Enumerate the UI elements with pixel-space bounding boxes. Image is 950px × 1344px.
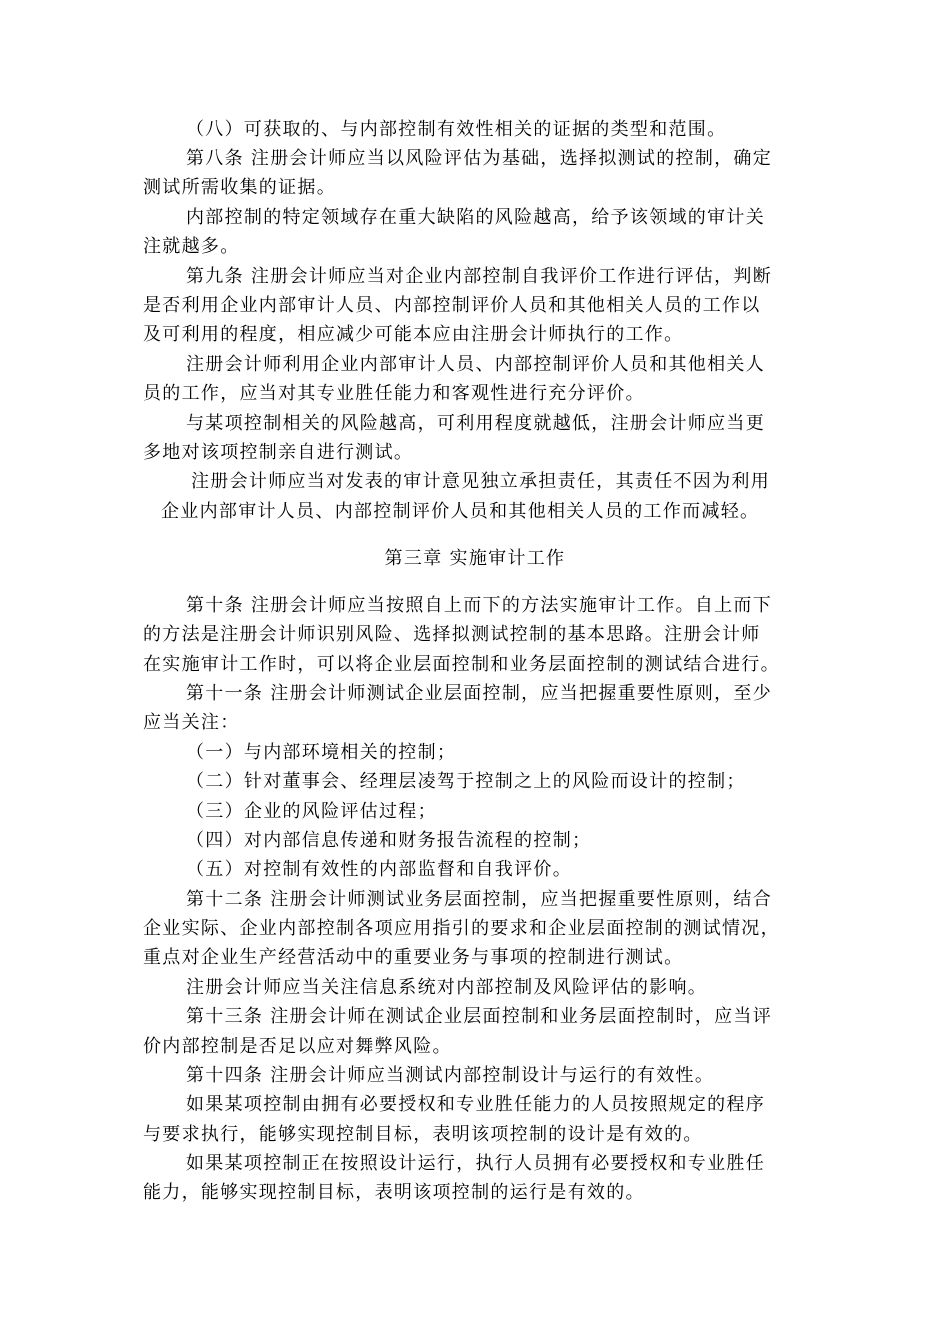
list-item: （三）企业的风险评估过程； — [186, 801, 437, 822]
text-line: 与某项控制相关的风险越高，可利用程度就越低，注册会计师应当更 — [186, 413, 765, 434]
list-item: （四）对内部信息传递和财务报告流程的控制； — [186, 830, 592, 851]
text-line: 第十条 注册会计师应当按照自上而下的方法实施审计工作。自上而下 — [186, 595, 773, 616]
text-line: 测试所需收集的证据。 — [143, 177, 336, 198]
text-line: 注册会计师应当关注信息系统对内部控制及风险评估的影响。 — [186, 977, 708, 998]
text-line: 内部控制的特定领域存在重大缺陷的风险越高，给予该领域的审计关 — [186, 207, 765, 228]
text-line: 企业实际、企业内部控制各项应用指引的要求和企业层面控制的测试情况， — [143, 918, 780, 939]
text-line: 第八条 注册会计师应当以风险评估为基础，选择拟测试的控制，确定 — [186, 148, 773, 169]
text-line: 价内部控制是否足以应对舞弊风险。 — [143, 1036, 452, 1057]
text-line: 注就越多。 — [143, 236, 240, 257]
text-line: （八）可获取的、与内部控制有效性相关的证据的类型和范围。 — [186, 119, 727, 140]
text-line: 第十三条 注册会计师在测试企业层面控制和业务层面控制时，应当评 — [186, 1006, 773, 1027]
text-line: 企业内部审计人员、内部控制评价人员和其他相关人员的工作而减轻。 — [161, 501, 760, 522]
text-line: 与要求执行，能够实现控制目标，表明该项控制的设计是有效的。 — [143, 1124, 703, 1145]
text-line: 多地对该项控制亲自进行测试。 — [143, 442, 414, 463]
text-line: 注册会计师应当对发表的审计意见独立承担责任，其责任不因为利用 — [191, 471, 770, 492]
text-line: 重点对企业生产经营活动中的重要业务与事项的控制进行测试。 — [143, 947, 684, 968]
chapter-title: 第三章 实施审计工作 — [384, 548, 566, 569]
text-line: 第十二条 注册会计师测试业务层面控制，应当把握重要性原则，结合 — [186, 889, 773, 910]
text-line: 如果某项控制正在按照设计运行，执行人员拥有必要授权和专业胜任 — [186, 1153, 765, 1174]
list-item: （二）针对董事会、经理层凌驾于控制之上的风险而设计的控制； — [186, 771, 746, 792]
text-line: 员的工作，应当对其专业胜任能力和客观性进行充分评价。 — [143, 383, 645, 404]
text-line: 应当关注： — [143, 712, 240, 733]
text-line: 注册会计师利用企业内部审计人员、内部控制评价人员和其他相关人 — [186, 354, 765, 375]
text-line: 在实施审计工作时，可以将企业层面控制和业务层面控制的测试结合进行。 — [143, 654, 780, 675]
list-item: （五）对控制有效性的内部监督和自我评价。 — [186, 859, 572, 880]
text-line: 如果某项控制由拥有必要授权和专业胜任能力的人员按照规定的程序 — [186, 1094, 765, 1115]
text-line: 第十四条 注册会计师应当测试内部控制设计与运行的有效性。 — [186, 1065, 715, 1086]
list-item: （一）与内部环境相关的控制； — [186, 742, 457, 763]
text-line: 第十一条 注册会计师测试企业层面控制，应当把握重要性原则，至少 — [186, 683, 773, 704]
text-line: 第九条 注册会计师应当对企业内部控制自我评价工作进行评估，判断 — [186, 266, 773, 287]
text-line: 能力，能够实现控制目标，表明该项控制的运行是有效的。 — [143, 1182, 645, 1203]
text-line: 及可利用的程度，相应减少可能本应由注册会计师执行的工作。 — [143, 324, 684, 345]
text-line: 的方法是注册会计师识别风险、选择拟测试控制的基本思路。注册会计师 — [143, 624, 761, 645]
text-line: 是否利用企业内部审计人员、内部控制评价人员和其他相关人员的工作以 — [143, 295, 761, 316]
